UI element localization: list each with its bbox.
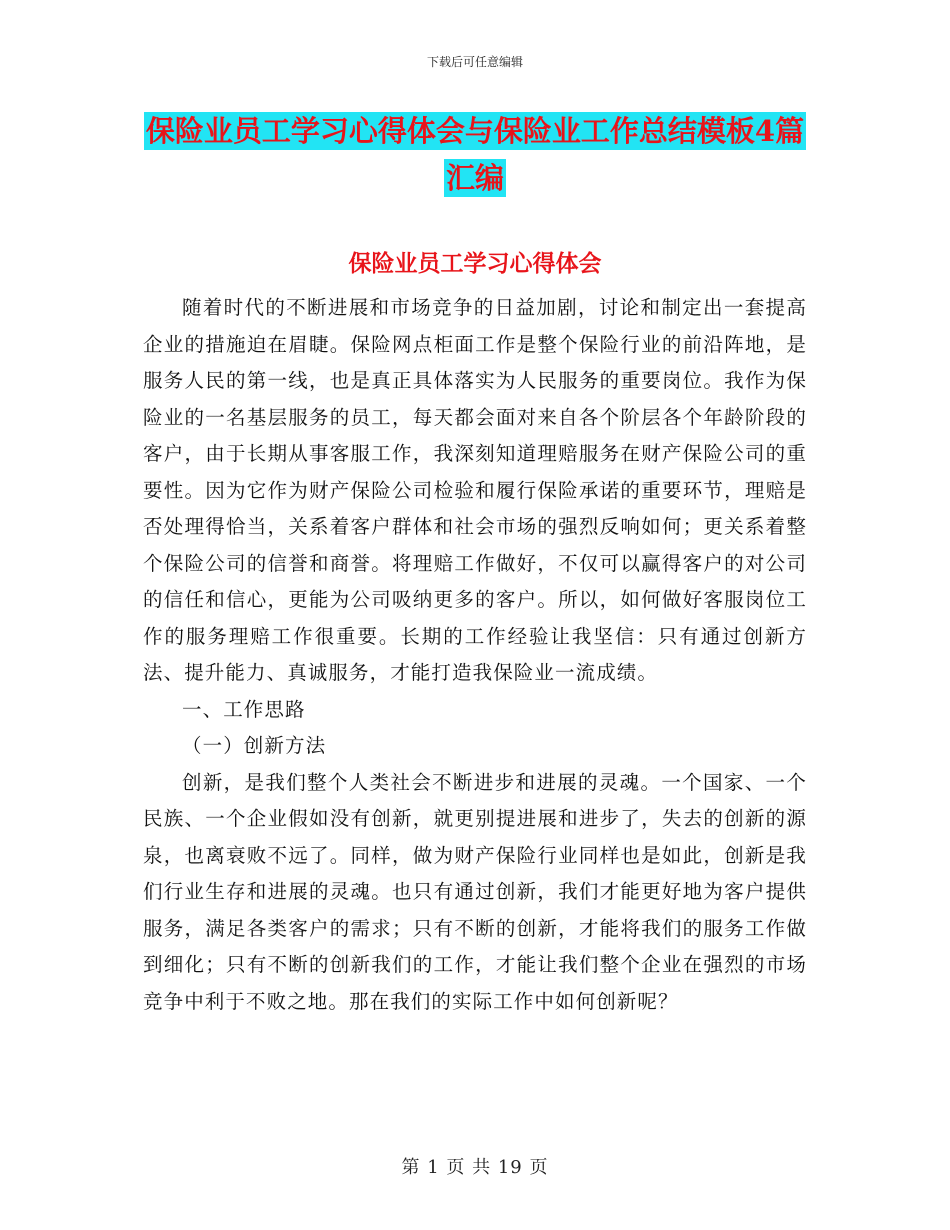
document-body [143,290,807,1020]
header-note: 下载后可任意编辑 [426,55,523,69]
section-title: 保险业员工学习心得体会 [348,250,602,277]
paragraph-innovation: 创新，是我们整个人类社会不断进步和进展的灵魂。一个国家、一个民族、一个企业假如没有创新，就更别提进展和进步了，失去的创新的源泉，也离衰败不远了。同样，做为财产保险行业同样也是如此，创新是我们行业生存和进展的灵魂。也只有通过创新，我们才能更好地为客户提供服务，满足各类客户的需求；只有不断的创新，才能将我们的服务工作做到细化；只有不断的创新我们的工作，才能让我们整个企业在强烈的市场竞争中利于不败之地。那在我们的实际工作中如何创新呢？ [143,770,807,1013]
document-title [140,108,810,202]
document-title-line-1: 保险业员工学习心得体会与保险业工作总结模板4篇 [145,114,805,148]
subheading-innovation-method: （一）创新方法 [182,734,327,757]
document-title-line-2: 汇编 [445,161,504,195]
paragraph-intro: 随着时代的不断进展和市场竞争的日益加剧，讨论和制定出一套提高企业的措施迫在眉睫。保险网点柜面工作是整个保险行业的前沿阵地，是服务人民的第一线，也是真正具体落实为人民服务的重要岗位。我作为保险业的一名基层服务的员工，每天都会面对来自各个阶层各个年龄阶段的客户，由于长期从事客服工作，我深刻知道理赔服务在财产保险公司的重要性。因为它作为财产保险公司检验和履行保险承诺的重要环节，理赔是否处理得恰当，关系着客户群体和社会市场的强烈反响如何；更关系着整个保险公司的信誉和商誉。将理赔工作做好，不仅可以赢得客户的对公司的信任和信心，更能为公司吸纳更多的客户。所以，如何做好客服岗位工作的服务理赔工作很重要。长期的工作经验让我坚信：只有通过创新方法、提升能力、真诚服务，才能打造我保险业一流成绩。 [143,296,807,684]
page-number-footer: 第 1 页 共 19 页 [401,1157,549,1178]
heading-work-approach: 一、工作思路 [182,697,306,721]
